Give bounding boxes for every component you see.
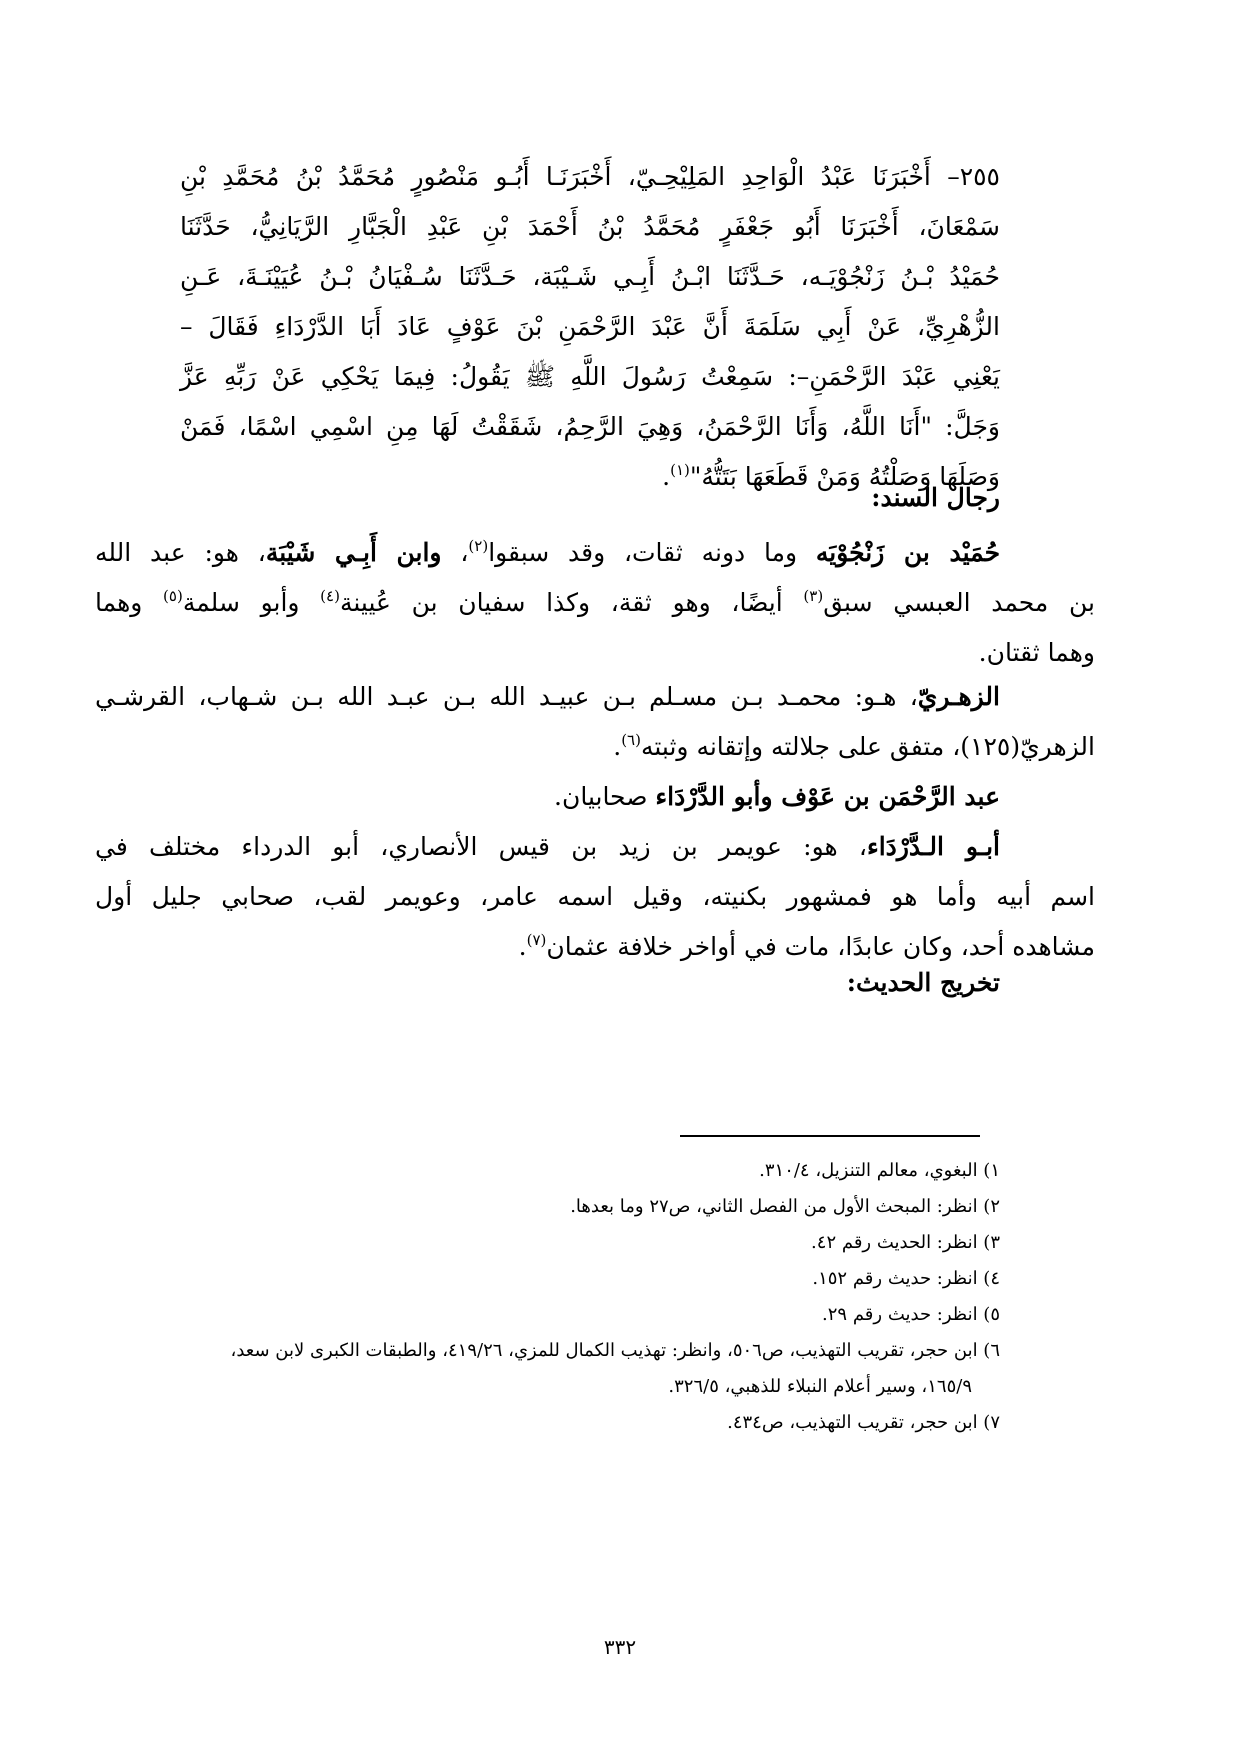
paragraph-text: وهما (95, 588, 164, 617)
paragraph-text: ، هو: عويمر بن زيد بن قيس الأنصاري، أبو الدرداء مختلف في (95, 832, 867, 861)
footnote: ٥) انظر: حديث رقم ٢٩. (822, 1304, 1000, 1325)
paragraph-zuhri (95, 672, 1095, 772)
narrator-name: أبـو الـدَّرْدَاء (866, 832, 1001, 861)
footnote: ١) البغوي، معالم التنزيل، ٣١٠/٤. (759, 1160, 1000, 1181)
paragraph-line (95, 822, 1095, 872)
section-heading-rijal: رجال السند: (871, 483, 1000, 512)
hadith-line-end: . (662, 462, 671, 491)
paragraph-line (95, 772, 1095, 822)
paragraph-text: . (518, 932, 527, 961)
paragraph-text: الزهريّ(١٢٥)، متفق على جلالته وإتقانه وثبته (640, 732, 1095, 761)
footnote-ref: (٣) (803, 587, 824, 605)
paragraph-line: وهما ثقتان. (978, 638, 1095, 667)
narrator-name: وابن أَبِـي شَيْبَة (265, 538, 442, 567)
paragraph-text: . (613, 732, 622, 761)
footnote-ref: (٢) (468, 537, 489, 555)
footnote: ٤) انظر: حديث رقم ١٥٢. (812, 1268, 1000, 1289)
footnote-ref: (١) (670, 461, 690, 479)
paragraph-text: ، هـو: محمـد بـن مسـلم بـن عبيـد الله بـن عبـد الله بـن شـهاب، القرشـي (95, 682, 918, 711)
paragraph-line: اسم أبيه وأما هو فمشهور بكنيته، وقيل اسمه عامر، وعويمر لقب، صحابي جليل أول (95, 882, 1095, 911)
paragraph-text: صحابيان. (554, 782, 656, 811)
hadith-line: وَجَلَّ: "أَنَا اللَّهُ، وَأَنَا الرَّحْمَنُ، وَهِيَ الرَّحِمُ، شَقَقْتُ لَهَا مِنِ اسْمِي اسْمًا، فَمَنْ (180, 412, 1000, 441)
paragraph-line (95, 922, 1095, 972)
paragraph-text: وما دونه ثقات، وقد سبقوا (488, 538, 816, 567)
footnote-ref: (٦) (621, 731, 641, 749)
hadith-line: سَمْعَانَ، أَخْبَرَنَا أَبُو جَعْفَرٍ مُحَمَّدُ بْنُ أَحْمَدَ بْنِ عَبْدِ الْجَبَّارِ الرَّيَانِيُّ، حَدَّثَنَا (180, 212, 1000, 241)
footnote-ref: (٤) (320, 587, 340, 605)
paragraph-text: ، هو: عبد الله (95, 538, 266, 567)
footnote: ٣) انظر: الحديث رقم ٤٢. (811, 1232, 1000, 1253)
hadith-text (180, 152, 1000, 502)
paragraph-abu-darda (95, 822, 1095, 972)
hadith-line: يَعْنِي عَبْدَ الرَّحْمَنِ–: سَمِعْتُ رَسُولَ اللَّهِ ﷺ يَقُولُ: فِيمَا يَحْكِي عَنْ رَبِّهِ عَزَّ (180, 362, 1000, 391)
footnote-separator (680, 1135, 980, 1137)
hadith-line: الزُّهْرِيِّ، عَنْ أَبِي سَلَمَةَ أَنَّ عَبْدَ الرَّحْمَنِ بْنَ عَوْفٍ عَادَ أَبَا الدَّرْدَاءِ فَقَالَ – (180, 312, 1000, 341)
paragraph-text: وأبو سلمة (182, 588, 321, 617)
narrator-name: عبد الرَّحْمَن بن عَوْف وأبو الدَّرْدَاء (655, 782, 1000, 811)
footnote: ٧) ابن حجر، تقريب التهذيب، ص٤٣٤. (727, 1412, 1000, 1433)
paragraph-sahabiyan (95, 772, 1095, 822)
footnote-ref: (٧) (526, 931, 547, 949)
narrator-name: حُمَيْد بن زَنْجُوْيَه (815, 538, 1001, 567)
footnote: ٢) انظر: المبحث الأول من الفصل الثاني، ص٢٧ وما بعدها. (570, 1196, 1000, 1217)
footnotes (100, 1153, 1000, 1441)
paragraph-line (95, 578, 1095, 628)
paragraph-text: بن محمد العبسي سبق (823, 588, 1095, 617)
paragraph-humayd (95, 528, 1095, 678)
hadith-line: حُمَيْدُ بْـنُ زَنْجُوْيَـه، حَـدَّثَنَا ابْـنُ أَبِـي شَـيْبَة، حَـدَّثَنَا سُـفْيَانُ بْـنُ عُيَيْنَـةَ، عَـنِ (180, 262, 1000, 291)
footnote: ٦) ابن حجر، تقريب التهذيب، ص٥٠٦، وانظر: تهذيب الكمال للمزي، ٤١٩/٢٦، والطبقات الكبرى لابن سعد، (230, 1340, 1000, 1361)
paragraph-line (95, 722, 1095, 772)
paragraph-line (95, 528, 1095, 578)
page-number: ٣٣٢ (603, 1635, 637, 1659)
hadith-line: ٢٥٥– أَخْبَرَنَا عَبْدُ الْوَاحِدِ المَلِيْحِـيّ، أَخْبَرَنَـا أَبُـو مَنْصُورٍ مُحَمَّدُ بْنُ مُحَمَّدِ بْنِ (180, 162, 1000, 191)
paragraph-text: أيضًا، وهو ثقة، وكذا سفيان بن عُيينة (339, 588, 804, 617)
hadith-line-text: وَصَلَهَا وَصَلْتُهُ وَمَنْ قَطَعَهَا بَتَتُّهُ" (689, 462, 1000, 491)
narrator-name: الزهـريّ (917, 682, 1000, 711)
section-heading-takhrij: تخريج الحديث: (846, 968, 1000, 997)
paragraph-text: مشاهده أحد، وكان عابدًا، مات في أواخر خلافة عثمان (546, 932, 1095, 961)
footnote-ref: (٥) (163, 587, 183, 605)
paragraph-text: ، (441, 538, 469, 567)
footnote-continuation: ١٦٥/٩، وسير أعلام النبلاء للذهبي، ٣٢٦/٥. (668, 1376, 972, 1397)
paragraph-line (95, 672, 1095, 722)
